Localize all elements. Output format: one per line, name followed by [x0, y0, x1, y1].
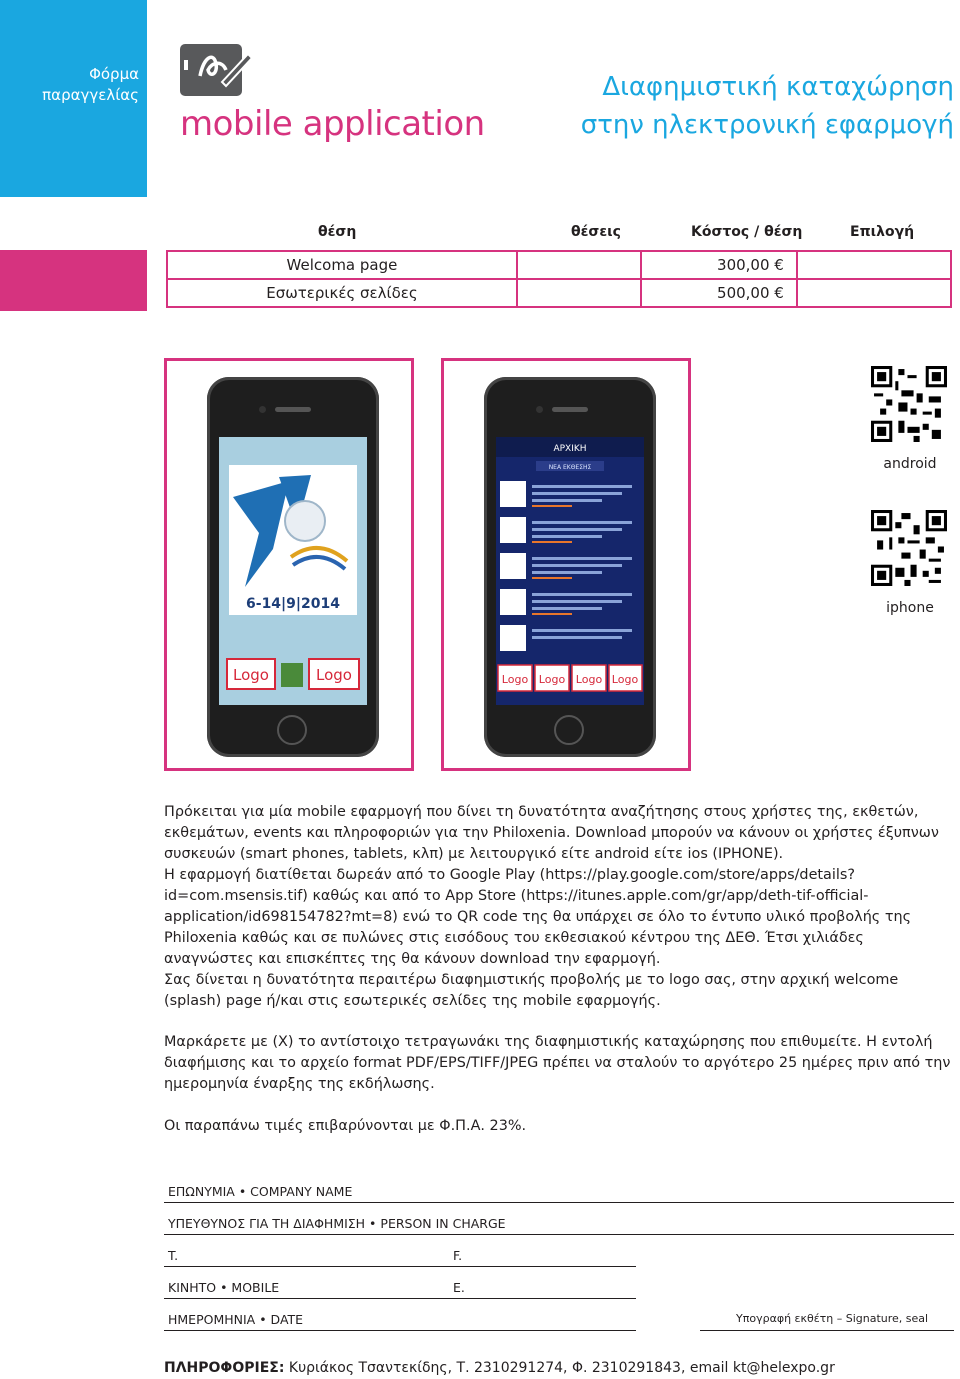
row-cost: 500,00 € — [641, 279, 797, 307]
choice-checkbox[interactable] — [797, 279, 951, 307]
splash-screen — [219, 437, 367, 705]
splash-artwork-icon — [219, 437, 367, 705]
svg-text:ΝΕΑ ΕΚΘΕΣΗΣ: ΝΕΑ ΕΚΘΕΣΗΣ — [548, 464, 592, 471]
inner-page-preview — [441, 358, 691, 771]
price-table — [166, 250, 952, 308]
choice-checkbox[interactable] — [797, 251, 951, 279]
date-field[interactable]: ΗΜΕΡΟΜΗΝΙΑ • DATE — [164, 1308, 636, 1331]
paragraph-logo-option: Σας δίνεται η δυνατότητα περαιτέρω διαφημιστικής προβολής με το logo σας, στην αρχική welcome (splash) page ή/και στις εσωτερικές σελίδες της mobile εφαρμογής. — [164, 972, 899, 1009]
tel-field[interactable]: T. — [164, 1244, 449, 1267]
row-name: Welcoma page — [167, 251, 517, 279]
info-label: ΠΛΗΡΟΦΟΡΙΕΣ: — [164, 1360, 285, 1376]
table-row — [167, 251, 951, 279]
row-cost: 300,00 € — [641, 251, 797, 279]
fax-field[interactable]: F. — [449, 1244, 636, 1267]
header-slots: θέσεις — [571, 224, 621, 240]
logo-text: mobile application — [180, 104, 485, 144]
svg-text:ΑΡΧΙΚΗ: ΑΡΧΙΚΗ — [553, 444, 587, 454]
pink-accent-bar — [0, 250, 147, 311]
android-label: android — [883, 456, 937, 472]
page-title: Διαφημιστική καταχώρηση στην ηλεκτρονική εφαρμογή — [580, 72, 954, 140]
contact-info — [164, 1360, 835, 1376]
phone-image — [484, 377, 656, 757]
paragraph-availability: Η εφαρμογή διατίθεται δωρεάν από το Google Play (https://play.google.com/store/apps/details?id=com.msensis.tif) καθώς και από το App Store (https://itunes.apple.com/gr/app/deth-tif-official-application/id698154782?mt=8) ενώ το QR code της θα υπάρχει σε όλο το έντυπο υλικό προβολής της Philoxenia καθώς και σε πυλώνες στις εισόδους του εκθεσιακού κέντρου της ΔΕΘ. Έτσι χιλιάδες αναγνώστες και επισκέπτες της θα κάνουν download την εφαρμογή. — [164, 867, 912, 967]
row-slots[interactable] — [517, 251, 641, 279]
row-slots[interactable] — [517, 279, 641, 307]
inner-screen — [496, 437, 644, 705]
info-text: Κυριάκος Τσαντεκίδης, Τ. 2310291274, Φ. 2310291843, email kt@helexpo.gr — [288, 1360, 835, 1376]
iphone-label: iphone — [886, 600, 934, 616]
order-form-label: Φόρμα παραγγελίας — [42, 65, 139, 104]
header-cost: Κόστος / θέση — [691, 224, 803, 240]
order-form-tab — [0, 0, 147, 197]
signature-label: Υπογραφή εκθέτη – Signature, seal — [736, 1312, 929, 1325]
iphone-qr-code-icon[interactable] — [871, 510, 947, 586]
mobile-field[interactable]: ΚΙΝΗΤΟ • MOBILE — [164, 1276, 449, 1299]
svg-text:Logo: Logo — [501, 673, 529, 686]
person-in-charge-field[interactable]: ΥΠΕΥΘΥΝΟΣ ΓΙΑ ΤΗ ΔΙΑΦΗΜΙΣΗ • PERSON IN CHARGE — [164, 1212, 954, 1235]
svg-text:Logo: Logo — [538, 673, 566, 686]
phone-image — [207, 377, 379, 757]
svg-text:Logo: Logo — [233, 666, 269, 684]
svg-text:Logo: Logo — [575, 673, 603, 686]
inner-list-artwork-icon — [496, 437, 644, 705]
splash-page-preview — [164, 358, 414, 771]
company-name-field[interactable]: ΕΠΩΝΥΜΙΑ • COMPANY NAME — [164, 1180, 954, 1203]
header-choice: Επιλογή — [850, 224, 915, 240]
android-qr-code-icon[interactable] — [871, 366, 947, 442]
email-field[interactable]: E. — [449, 1276, 636, 1299]
row-name: Εσωτερικές σελίδες — [167, 279, 517, 307]
instructions-text: Μαρκάρετε με (X) το αντίστοιχο τετραγωνάκι της διαφημιστικής καταχώρησης που επιθυμείτε. Η εντολή διαφήμισης και το αρχείο format PDF/EPS/TIFF/JPEG πρέπει να σταλούν το αργότερο 25 ημέρες πριν από την ημερομηνία έναρξης της εκδήλωσης. — [164, 1034, 951, 1092]
svg-text:Logo: Logo — [316, 666, 352, 684]
table-row — [167, 279, 951, 307]
description-text — [164, 802, 954, 1012]
svg-text:6-14|9|2014: 6-14|9|2014 — [246, 596, 340, 612]
header-position: θέση — [318, 224, 357, 240]
vat-note: Οι παραπάνω τιμές επιβαρύνονται με Φ.Π.Α. 23%. — [164, 1118, 527, 1134]
paragraph-intro: Πρόκειται για μία mobile εφαρμογή που δίνει τη δυνατότητα αναζήτησης στους χρήστες της, εκθετών, εκθεμάτων, events και πληροφοριών για την Philoxenia. Download μπορούν να κάνουν οι χρήστες έξυπνων συσκευών (smart phones, tablets, κλπ) με λειτουργικό είτε android είτε ios (IPHONE). — [164, 804, 939, 862]
svg-text:Logo: Logo — [611, 673, 639, 686]
